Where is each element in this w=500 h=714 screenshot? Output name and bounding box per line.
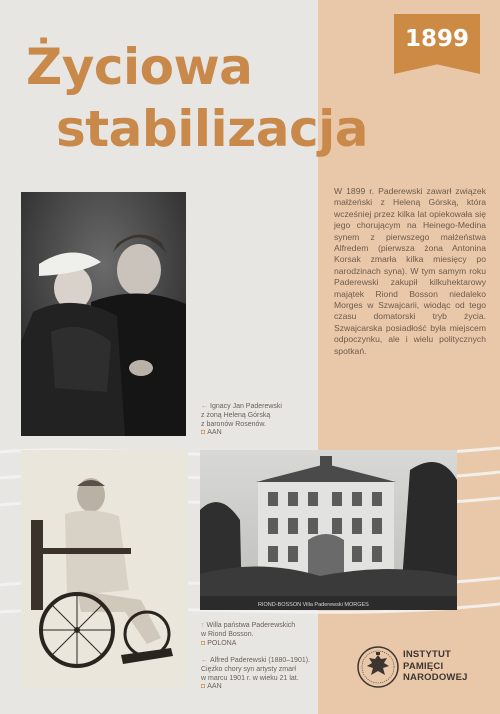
caption-line: w marcu 1901 r. w wieku 21 lat.: [201, 674, 299, 682]
year-label: 1899: [404, 26, 469, 52]
photo-villa-riond-bosson: [200, 450, 457, 610]
caption-line: z baronów Rosenów.: [201, 420, 266, 428]
caption-photo-3: [201, 622, 307, 648]
logo-line-3: NARODOWEJ: [403, 672, 468, 683]
ipn-logo-text: [403, 649, 468, 684]
page-title-line-2: stabilizacja: [56, 100, 368, 158]
caption-line: Ignacy Jan Paderewski: [210, 403, 282, 410]
page-title-line-1: Życiowa: [26, 38, 253, 96]
caption-line: Alfred Paderewski (1880–1901).: [210, 657, 311, 664]
camera-icon: ◘: [201, 429, 206, 437]
photo-inscription: RIOND-BOSSON Villa Paderewski MORGES: [258, 602, 369, 608]
caption-photo-1: [201, 403, 305, 438]
caption-line: z żoną Heleną Górską: [201, 411, 271, 419]
caption-source: AAN: [207, 429, 222, 437]
logo-line-2: PAMIĘCI: [403, 660, 444, 672]
caption-source: POLONA: [207, 639, 237, 647]
photo-alfred-paderewski: [21, 450, 188, 687]
arrow-left-icon: ←: [201, 403, 208, 410]
caption-photo-2: [201, 657, 313, 692]
logo-line-1: INSTYTUT: [403, 649, 452, 660]
caption-line: Ciężko chory syn artysty zmarł: [201, 665, 296, 673]
caption-line: w Riond Bosson.: [201, 630, 254, 638]
caption-source: AAN: [207, 683, 222, 691]
arrow-up-icon: ↑: [201, 622, 205, 629]
camera-icon: ◘: [201, 639, 206, 647]
arrow-left-icon: ←: [201, 657, 208, 664]
caption-line: Willa państwa Paderewskich: [206, 622, 296, 629]
photo-paderewski-with-wife: [21, 192, 186, 436]
camera-icon: ◘: [201, 683, 206, 691]
ipn-eagle-logo: [356, 645, 400, 689]
body-paragraph: W 1899 r. Paderewski zawarł związek małżeński z Heleną Górską, która wcześniej przez kilka lat opiekowała się jego chorującym na Heinego-Medina synem z pierwszego małżeństwa Alfredem (pierwsza żona Antonina Korsak zmarła kilka miesięcy po narodzinach syna). W tym samym roku Paderewski zakupił kilkuhektarowy majątek Riond Bosson niedaleko Morges w Szwajcarii, wiodąc od tego czasu domatorski tryb życia. Szwajcarska posiadłość była miejscem odpoczynku, ale i wielu politycznych spotkań.: [334, 186, 486, 356]
